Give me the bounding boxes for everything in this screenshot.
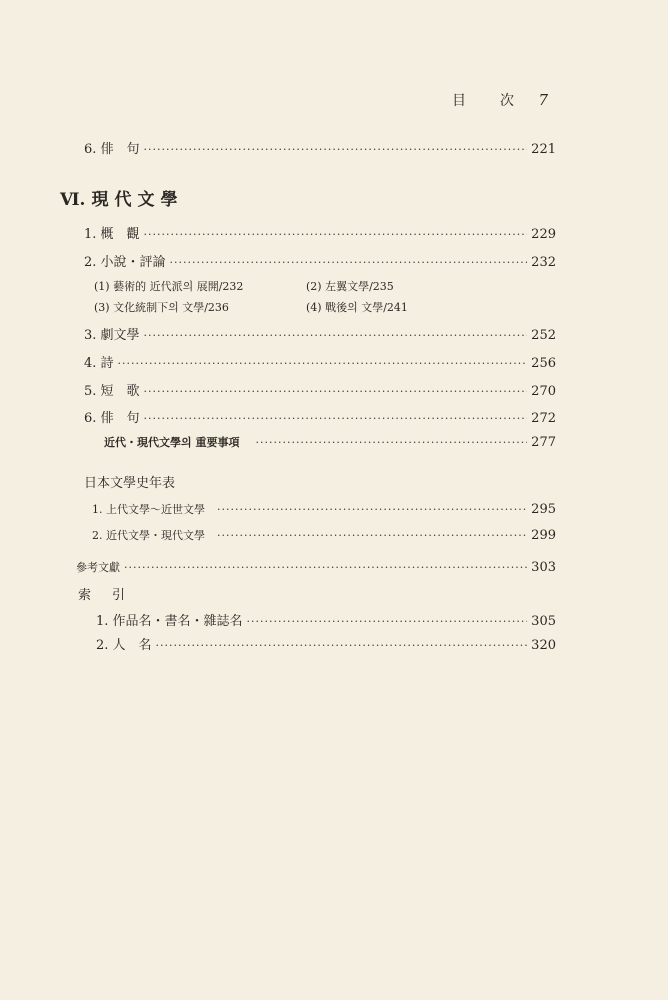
- chronology-heading: 日本文學史年表: [84, 476, 176, 491]
- entry-page: 272: [531, 411, 556, 426]
- running-header: [452, 90, 548, 110]
- dot-leader: [217, 529, 527, 542]
- dot-leader: [144, 412, 528, 425]
- entry-page: 305: [531, 614, 556, 629]
- dot-leader: [144, 228, 528, 241]
- dot-leader: [255, 436, 527, 449]
- index-heading: 索 引: [78, 588, 130, 603]
- toc-entry[interactable]: [76, 559, 556, 577]
- toc-entry[interactable]: [104, 434, 556, 452]
- entry-page: 256: [531, 356, 556, 371]
- section-number: Ⅵ.: [60, 190, 86, 210]
- toc-entry[interactable]: [84, 380, 556, 398]
- entry-page: 252: [531, 328, 556, 343]
- toc-subentry[interactable]: (1) 藝術的 近代派의 展開/232: [94, 280, 244, 293]
- dot-leader: [118, 357, 528, 370]
- dot-leader: [217, 503, 527, 516]
- toc-entry[interactable]: [84, 251, 556, 269]
- toc-subentry[interactable]: (2) 左翼文學/235: [306, 280, 394, 293]
- entry-page: 295: [531, 502, 556, 517]
- entry-page: 221: [531, 142, 556, 157]
- entry-label: 2. 人 名: [96, 638, 152, 653]
- dot-leader: [170, 256, 528, 269]
- toc-entry[interactable]: [84, 223, 556, 241]
- entry-label: 6. 俳 句: [84, 411, 140, 426]
- entry-label: 1. 概 觀: [84, 227, 140, 242]
- entry-page: 229: [531, 227, 556, 242]
- dot-leader: [144, 329, 528, 342]
- entry-label: 1. 作品名・書名・雜誌名: [96, 614, 243, 629]
- section-title: 現代文學: [91, 190, 184, 210]
- entry-label: 參考文獻: [76, 561, 120, 574]
- toc-subentry[interactable]: (3) 文化統制下의 文學/236: [94, 301, 229, 314]
- toc-entry[interactable]: [92, 501, 556, 519]
- entry-label: 4. 詩: [84, 356, 114, 371]
- entry-label: 2. 近代文學・現代文學: [92, 529, 205, 542]
- entry-page: 232: [531, 255, 556, 270]
- entry-page: 299: [531, 528, 556, 543]
- dot-leader: [156, 639, 528, 652]
- toc-entry[interactable]: [84, 407, 556, 425]
- toc-entry[interactable]: [96, 610, 556, 628]
- toc-entry[interactable]: [84, 324, 556, 342]
- dot-leader: [247, 615, 528, 628]
- entry-page: 270: [531, 384, 556, 399]
- entry-page: 320: [531, 638, 556, 653]
- dot-leader: [144, 143, 528, 156]
- toc-entry[interactable]: [96, 634, 556, 652]
- toc-entry[interactable]: [84, 138, 556, 156]
- entry-label: 5. 短 歌: [84, 384, 140, 399]
- entry-page: 277: [531, 435, 556, 450]
- entry-label: 6. 俳 句: [84, 142, 140, 157]
- toc-subentry[interactable]: (4) 戰後의 文學/241: [306, 301, 408, 314]
- entry-label: 3. 劇文學: [84, 328, 140, 343]
- toc-entry[interactable]: [84, 352, 556, 370]
- section-heading: [60, 185, 183, 210]
- entry-label: 近代・現代文學의 重要事項: [104, 436, 240, 449]
- dot-leader: [124, 561, 527, 574]
- toc-entry[interactable]: [92, 527, 556, 545]
- entry-page: 303: [531, 560, 556, 575]
- header-title: 目 次: [452, 93, 524, 109]
- dot-leader: [144, 385, 528, 398]
- page-number: 7: [538, 91, 548, 109]
- entry-label: 2. 小說・評論: [84, 255, 166, 270]
- entry-label: 1. 上代文學〜近世文學: [92, 503, 205, 516]
